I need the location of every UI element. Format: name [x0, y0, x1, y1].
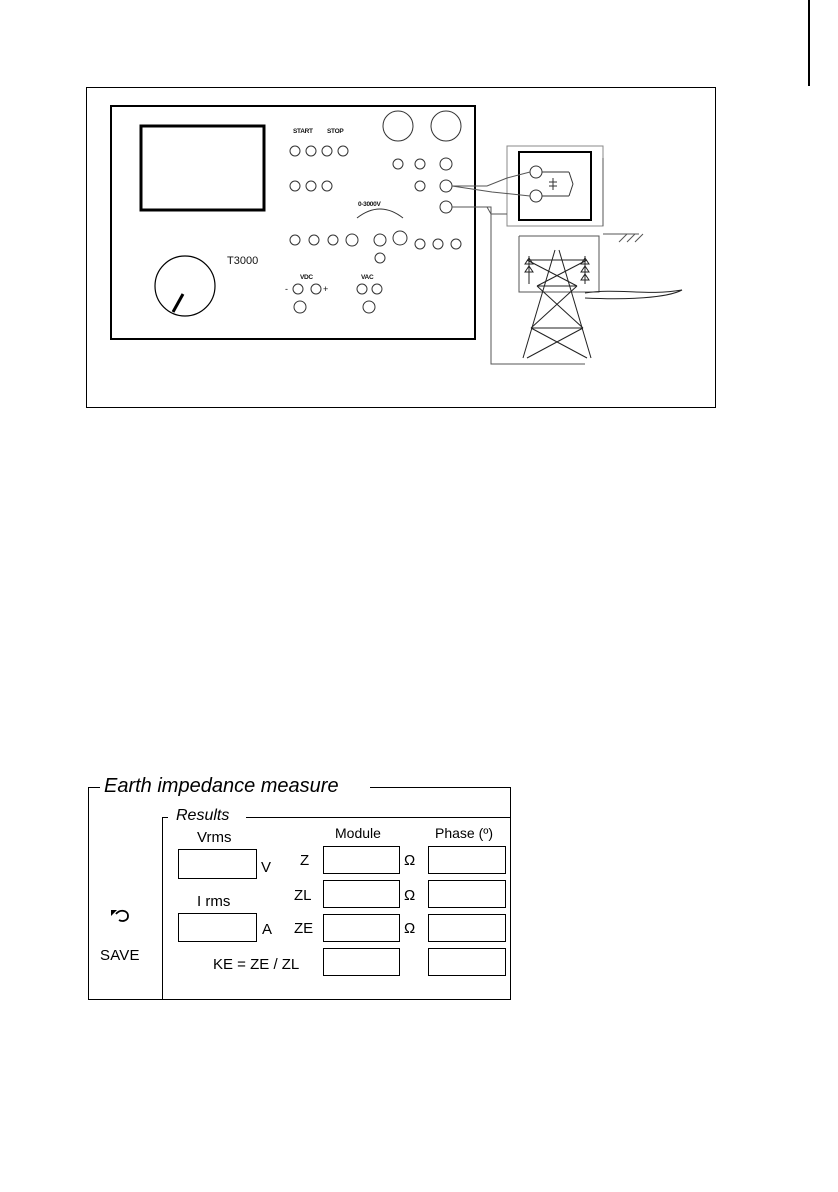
zl-label: ZL [294, 887, 312, 904]
vrms-unit: V [261, 859, 272, 876]
transmission-tower [523, 250, 682, 358]
voltage-range-text: 0-3000V [358, 201, 381, 208]
ke-label: KE = ZE / ZL [213, 956, 300, 973]
phase-header: Phase (º) [435, 825, 494, 841]
ze-phase-field [428, 914, 506, 942]
gauge-needle [173, 294, 183, 312]
page-margin-rule [808, 0, 810, 86]
z-unit: Ω [404, 852, 416, 869]
irms-label: I rms [197, 893, 231, 910]
start-text: START [293, 128, 313, 135]
ze-label: ZE [294, 920, 314, 937]
irms-field [178, 913, 257, 942]
device-model-text: T3000 [227, 255, 259, 267]
zl-phase-field [428, 880, 506, 908]
stop-text: STOP [327, 128, 344, 135]
instrument-display [141, 126, 264, 210]
module-header: Module [335, 825, 381, 841]
ke-phase-field [428, 948, 506, 976]
panel-frame-top-left [88, 787, 100, 788]
results-title: Results [176, 807, 230, 824]
wiring [452, 158, 643, 364]
z-module-field [323, 846, 400, 874]
earth-impedance-panel [86, 770, 512, 1002]
connection-diagram [86, 87, 716, 408]
ke-module-field [323, 948, 400, 976]
zl-unit: Ω [404, 887, 416, 904]
z-phase-field [428, 846, 506, 874]
vdc-minus-text: - [285, 284, 288, 294]
results-frame-top-left [162, 817, 168, 818]
panel-title: Earth impedance measure [104, 775, 339, 797]
instrument-panel [111, 106, 475, 339]
undo-arrow-icon[interactable] [108, 907, 132, 925]
vdc-text: VDC [300, 274, 313, 281]
ze-module-field [323, 914, 400, 942]
save-button[interactable]: SAVE [100, 947, 140, 964]
z-label: Z [300, 852, 310, 869]
results-frame-top-right [246, 817, 511, 818]
ze-unit: Ω [404, 920, 416, 937]
terminal-sockets [293, 284, 382, 313]
vdc-plus-text: + [323, 284, 329, 294]
zl-module-field [323, 880, 400, 908]
vrms-field [178, 849, 257, 879]
irms-unit: A [262, 921, 273, 938]
vac-text: VAC [361, 274, 374, 281]
diagram-svg [87, 88, 717, 409]
analog-gauge [155, 256, 215, 316]
measurement-box-circuit [530, 166, 573, 202]
panel-frame-top-right [370, 787, 511, 788]
vrms-label: Vrms [197, 829, 232, 846]
button-grid [290, 111, 461, 263]
